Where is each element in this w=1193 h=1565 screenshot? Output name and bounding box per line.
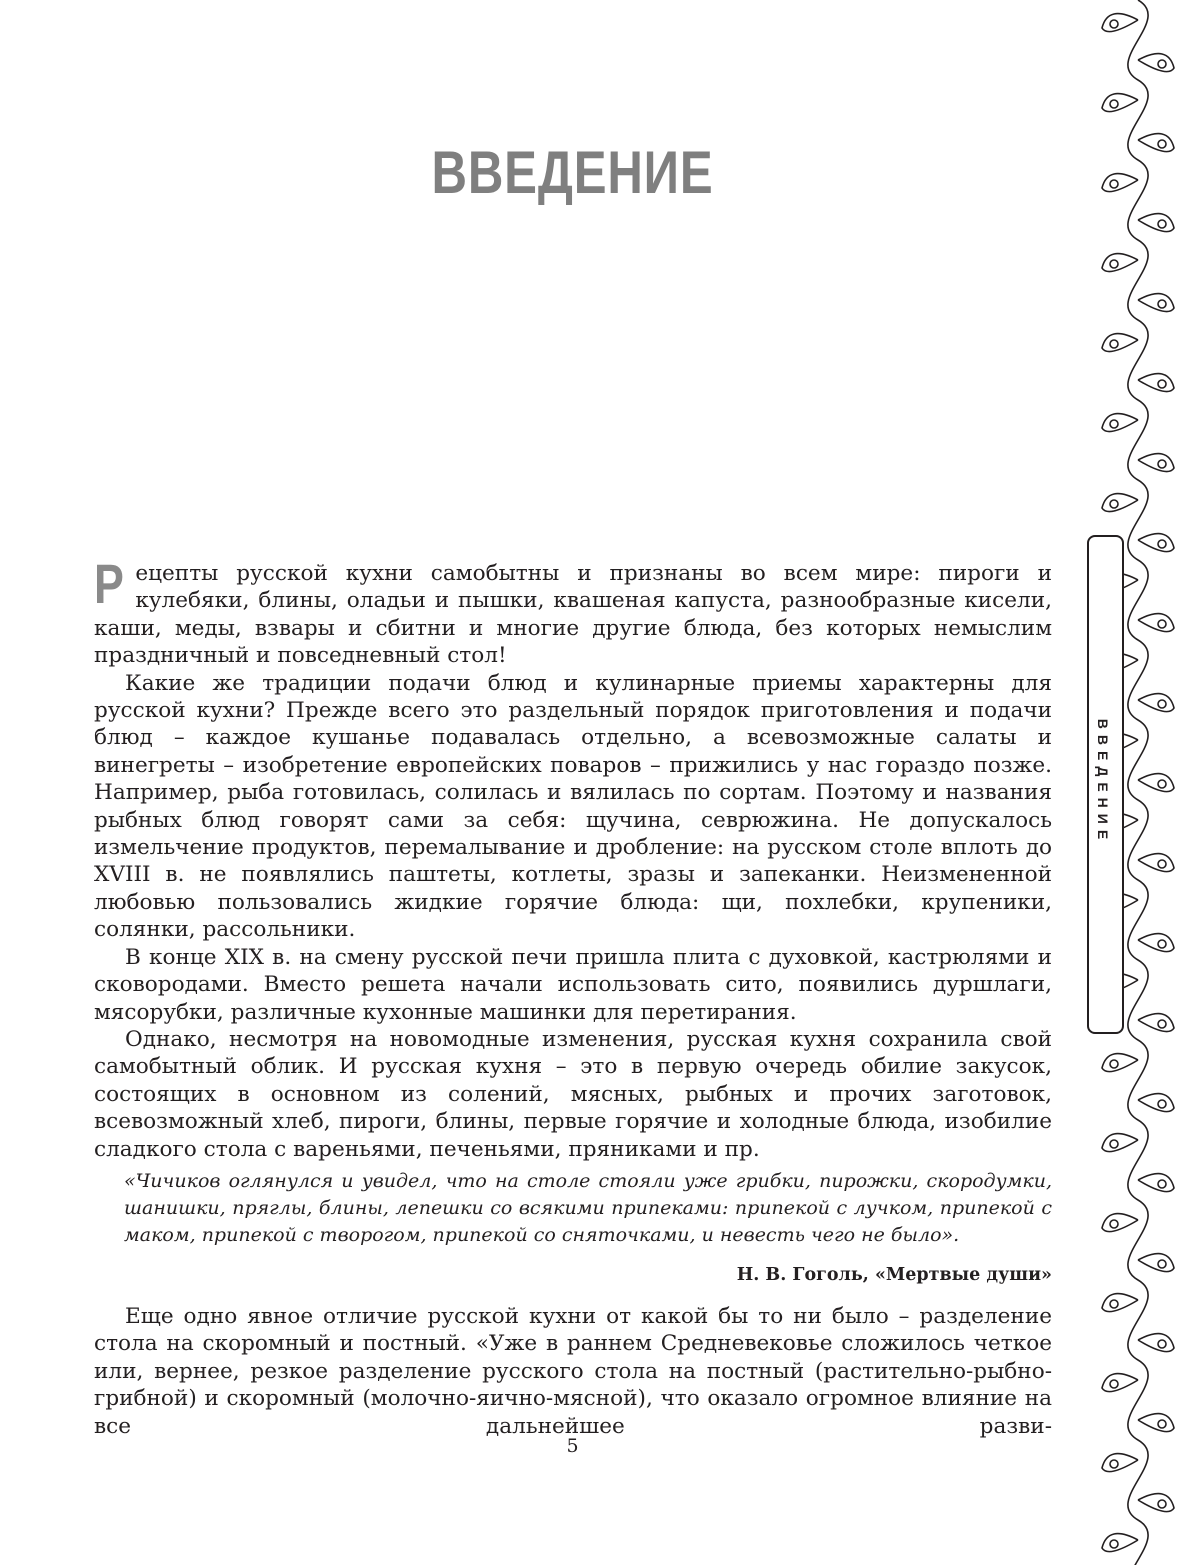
continued-text bbox=[94, 1303, 1052, 1440]
leaf-icon bbox=[1138, 1094, 1174, 1112]
flower-icon bbox=[1158, 1100, 1166, 1108]
leaf-icon bbox=[1102, 14, 1138, 32]
flower-icon bbox=[1110, 20, 1118, 28]
flower-icon bbox=[1158, 620, 1166, 628]
leaf-icon bbox=[1138, 1414, 1174, 1432]
leaf-icon bbox=[1102, 1214, 1138, 1232]
flower-icon bbox=[1110, 1460, 1118, 1468]
section-tab-label: ВВЕДЕНИЕ bbox=[1095, 718, 1111, 846]
flower-icon bbox=[1110, 1220, 1118, 1228]
intro-line-2: оладьи и пышки, квашеная капуста, разнообразные кисели, каши, меды, взвары и сбитни bbox=[94, 588, 1052, 641]
intro-line-3: и многие другие блюда, без которых немыслим праздничный и повседневный стол! bbox=[94, 615, 1052, 669]
flower-icon bbox=[1110, 1060, 1118, 1068]
paragraph: Однако, несмотря на новомодные изменения, русская кухня сохранила свой самобытный облик. И русская кухня – это в первую очередь обилие закусок, состоящих в основном из солений, мясных, рыбных и прочих заготовок, всевозможный хлеб, пироги, блины, первые горячие и холодные блюда, изобилие сладкого стола с вареньями, печеньями, пряниками и пр. bbox=[94, 1026, 1052, 1162]
flower-icon bbox=[1110, 420, 1118, 428]
leaf-icon bbox=[1102, 1454, 1138, 1472]
quote-attribution: Н. В. Гоголь, «Мертвые души» bbox=[736, 1265, 1052, 1285]
flower-icon bbox=[1110, 100, 1118, 108]
flower-icon bbox=[1158, 220, 1166, 228]
flower-icon bbox=[1158, 940, 1166, 948]
flower-icon bbox=[1158, 380, 1166, 388]
leaf-icon bbox=[1102, 1134, 1138, 1152]
flower-icon bbox=[1158, 540, 1166, 548]
leaf-icon bbox=[1138, 1494, 1174, 1512]
leaf-icon bbox=[1138, 134, 1174, 152]
quote-block bbox=[124, 1168, 1052, 1249]
leaf-icon bbox=[1138, 854, 1174, 872]
leaf-icon bbox=[1102, 94, 1138, 112]
leaf-icon bbox=[1102, 334, 1138, 352]
flower-icon bbox=[1158, 1180, 1166, 1188]
leaf-icon bbox=[1102, 494, 1138, 512]
leaf-icon bbox=[1138, 934, 1174, 952]
leaf-icon bbox=[1138, 1174, 1174, 1192]
flower-icon bbox=[1158, 1260, 1166, 1268]
leaf-icon bbox=[1102, 414, 1138, 432]
flower-icon bbox=[1158, 1500, 1166, 1508]
leaf-icon bbox=[1102, 1374, 1138, 1392]
leaf-icon bbox=[1102, 1054, 1138, 1072]
flower-icon bbox=[1158, 460, 1166, 468]
paragraph: Какие же традиции подачи блюд и кулинарные приемы характерны для русской кухни? Прежде всего это раздельный порядок приготовления и подачи блюд – каждое кушанье подавалась отдельно, а всевозможные салаты и винегреты – изобретение европейских поваров – прижились у нас гораздо позже. Например, рыба готовилась, солилась и вялилась по сортам. Поэтому и названия рыбных блюд говорят сами за себя: щучина, севрюжина. Не допускалось измельчение продуктов, перемалывание и дробление: на русском столе вплоть до XVIII в. не появлялись паштеты, котлеты, зразы и запеканки. Неизмененной любовью пользовались жидкие горячие блюда: щи, похлебки, крупеники, солянки, рассольники. bbox=[94, 670, 1052, 943]
flower-icon bbox=[1158, 1340, 1166, 1348]
drop-cap: Р bbox=[94, 552, 124, 615]
leaf-icon bbox=[1138, 614, 1174, 632]
leaf-icon bbox=[1138, 774, 1174, 792]
leaf-icon bbox=[1102, 1294, 1138, 1312]
flower-icon bbox=[1158, 780, 1166, 788]
leaf-icon bbox=[1102, 254, 1138, 272]
leaf-icon bbox=[1138, 214, 1174, 232]
leaf-icon bbox=[1138, 534, 1174, 552]
flower-icon bbox=[1158, 860, 1166, 868]
page-title: ВВЕДЕНИЕ bbox=[431, 139, 714, 206]
flower-icon bbox=[1158, 300, 1166, 308]
flower-icon bbox=[1110, 260, 1118, 268]
flower-icon bbox=[1158, 1420, 1166, 1428]
leaf-icon bbox=[1138, 694, 1174, 712]
paragraph: Еще одно явное отличие русской кухни от какой бы то ни было – разделение стола на скоромный и постный. «Уже в раннем Средневековье сложилось четкое или, вернее, резкое разделение русского стола на постный (растительно-рыбно-грибной) и скоромный (молочно-яично-мясной), что оказало огромное влияние на все дальнейшее разви- bbox=[94, 1304, 1052, 1439]
intro-paragraph bbox=[94, 552, 1052, 670]
leaf-icon bbox=[1138, 454, 1174, 472]
leaf-icon bbox=[1138, 294, 1174, 312]
leaf-icon bbox=[1138, 1334, 1174, 1352]
flower-icon bbox=[1158, 60, 1166, 68]
quote-text: «Чичиков оглянулся и увидел, что на столе стояли уже грибки, пирожки, скородумки, шанишки, пряглы, блины, лепешки со всякими припеками: припекой с лучком, припекой с маком, припекой с творогом, припекой со сняточками, и невесть чего не было». bbox=[124, 1170, 1052, 1246]
flower-icon bbox=[1158, 700, 1166, 708]
flower-icon bbox=[1110, 180, 1118, 188]
intro-line-1: ецепты русской кухни самобытны и признаны во всем мире: пироги и кулебяки, блины, bbox=[135, 561, 1052, 614]
flower-icon bbox=[1158, 1020, 1166, 1028]
main-text bbox=[94, 552, 1052, 1163]
leaf-icon bbox=[1138, 1254, 1174, 1272]
flower-icon bbox=[1110, 1140, 1118, 1148]
paragraph: В конце XIX в. на смену русской печи пришла плита с духовкой, кастрюлями и сковородами. Вместо решета начали использовать сито, появились дуршлаги, мясорубки, различные кухонные машинки для перетирания. bbox=[94, 944, 1052, 1025]
leaf-icon bbox=[1102, 1534, 1138, 1552]
leaf-icon bbox=[1138, 374, 1174, 392]
flower-icon bbox=[1110, 1300, 1118, 1308]
flower-icon bbox=[1110, 340, 1118, 348]
page-number: 5 bbox=[566, 1435, 579, 1457]
leaf-icon bbox=[1102, 174, 1138, 192]
flower-icon bbox=[1158, 140, 1166, 148]
leaf-icon bbox=[1138, 54, 1174, 72]
flower-icon bbox=[1110, 500, 1118, 508]
flower-icon bbox=[1110, 1540, 1118, 1548]
leaf-icon bbox=[1138, 1014, 1174, 1032]
flower-icon bbox=[1110, 1380, 1118, 1388]
